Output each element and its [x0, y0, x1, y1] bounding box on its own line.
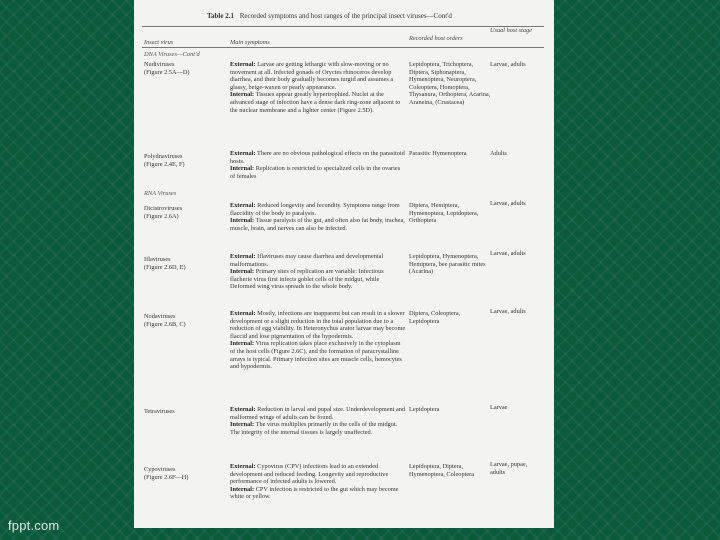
- internal-text: Primary sites of replication are variable: Infectious flacherie virus first infects goblet cells of the midgut, while Deformed wing virus spreads to the whole body.: [230, 268, 384, 291]
- virus-name: Dicistroviruses: [144, 205, 183, 212]
- table-caption: [207, 12, 452, 20]
- table-row-virus: [144, 205, 212, 220]
- external-text: There are no obvious pathological effects on the parasitoid hosts.: [230, 150, 405, 165]
- virus-name: Nudiviruses: [144, 61, 175, 68]
- virus-name: Iflaviruses: [144, 256, 171, 263]
- top-rule: [142, 26, 544, 27]
- figure-ref: (Figure 2.5A—D): [144, 68, 190, 76]
- external-label: External:: [230, 463, 256, 470]
- external-text: Reduced longevity and fecundity. Symptoms range from flaccidity of the body to paralysis.: [230, 202, 400, 217]
- internal-label: Internal:: [230, 217, 255, 225]
- host-stage: Larvae, adults: [490, 250, 526, 257]
- table-row-virus: [144, 313, 212, 328]
- external-text: Cypovirus (CPV) infections lead to an extended development and reduced feeding. Longevity and reproductive performance of infected adults is lowered.: [230, 463, 389, 486]
- host-stage: Larvae, adults: [490, 200, 526, 207]
- virus-name: Polydnaviruses: [144, 153, 183, 160]
- internal-text: Virus replication takes place exclusively in the cytoplasm of the host cells (Figure 2.6C), and the formation of paracrystalline arrays is typical. Primary infection sites are muscle cells, hemocytes and hypodermis.: [230, 340, 402, 371]
- external-text: Reduction in larval and pupal size. Underdevelopment and malformed wings of adults can be found.: [230, 406, 406, 421]
- figure-ref: (Figure 2.6D, E): [144, 263, 186, 271]
- host-orders: Lepidoptera: [409, 406, 440, 413]
- host-stage: Larvae, pupae, adults: [490, 461, 528, 476]
- section-rna-viruses: RNA Viruses: [144, 190, 177, 197]
- internal-text: Replication is restricted to specialized cells in the ovaries of females: [230, 165, 401, 180]
- host-stage: Adults: [490, 150, 507, 157]
- figure-ref: (Figure 2.6A): [144, 212, 179, 220]
- host-orders: Lepidoptera, Hymenoptera, Hemiptera, bee parasitic mites (Acarina): [409, 253, 486, 276]
- header-host-stage: Usual host stage: [490, 27, 532, 34]
- external-label: External:: [230, 406, 256, 413]
- table-row-symptoms: [230, 310, 406, 371]
- internal-label: Internal:: [230, 421, 255, 429]
- host-orders: Lepidoptera, Diptera, Hymenoptera, Coleoptera: [409, 463, 475, 478]
- header-rule: [142, 47, 544, 48]
- external-text: Larvae are getting lethargic with slow-moving or no movement at all. Infected gonads of Oryctes rhinoceros develop diarrhea, and their body gradually becomes turgid and assumes a glassy, beige-waxen or pearly appearance.: [230, 61, 394, 91]
- virus-name: Cypoviruses: [144, 466, 176, 473]
- internal-label: Internal:: [230, 340, 255, 348]
- table-row-symptoms: [230, 463, 406, 501]
- virus-name: Nodaviruses: [144, 313, 176, 320]
- internal-label: Internal:: [230, 91, 255, 99]
- external-text: Iflaviruses may cause diarrhea and developmental malformations.: [230, 253, 384, 268]
- table-number: Table 2.1: [207, 12, 234, 20]
- table-row-virus: [144, 61, 212, 76]
- internal-text: Tissue paralysis of the gut, and often also fat body, trachea, muscle, brain, and nerves can also be infected.: [230, 217, 405, 232]
- header-host-orders: Recorded host orders: [409, 35, 463, 42]
- host-orders: Diptera, Hemiptera, Hymenoptera, Lepidoptera, Orthoptera: [409, 202, 479, 225]
- table-row-virus: [144, 466, 212, 481]
- host-stage: Larvae, adults: [490, 308, 526, 315]
- external-label: External:: [230, 253, 256, 260]
- scanned-page: [134, 0, 554, 528]
- host-orders: Diptera, Coleoptera, Lepidoptera: [409, 310, 461, 325]
- table-caption-text: Recorded symptoms and host ranges of the principal insect viruses—Cont'd: [239, 12, 452, 20]
- host-orders: Lepidoptera, Trichoptera, Diptera, Siphonaptera, Hymenoptera, Neuroptera, Coleoptera, Homoptera, Thysanura, Orthoptera, Acarina, Araneina, (Crustacea): [409, 61, 491, 106]
- watermark-logo: fppt.com: [8, 518, 60, 533]
- internal-text: The virus multiplies primarily in the cells of the midgut. The integrity of the internal tissues is largely unaffected.: [230, 421, 398, 436]
- internal-text: CPV infection is restricted to the gut which may become white or yellow.: [230, 485, 399, 501]
- table-row-virus: [144, 408, 212, 416]
- table-row-virus: [144, 256, 212, 271]
- header-main-symptoms: Main symptoms: [230, 39, 270, 46]
- table-row-symptoms: [230, 150, 406, 180]
- host-stage: Larvae, adults: [490, 61, 526, 68]
- external-label: External:: [230, 61, 256, 68]
- virus-name: Tetraviruses: [144, 408, 175, 415]
- table-row-symptoms: [230, 406, 406, 436]
- internal-text: Tissues appear greatly hypertrophied. Nuclei at the advanced stage of infection have a dense dark ring-zone adjacent to the nuclear membrane and a lighter center (Figure 2.5D).: [230, 91, 401, 114]
- table-row-symptoms: [230, 202, 406, 232]
- figure-ref: (Figure 2.4E, F): [144, 160, 185, 168]
- external-label: External:: [230, 150, 256, 157]
- internal-label: Internal:: [230, 268, 255, 276]
- external-label: External:: [230, 310, 256, 317]
- section-dna-viruses: DNA Viruses—Cont'd: [144, 51, 200, 58]
- internal-label: Internal:: [230, 485, 255, 493]
- table-row-symptoms: [230, 61, 406, 114]
- figure-ref: (Figure 2.6F—H): [144, 473, 189, 481]
- table-row-symptoms: [230, 253, 406, 291]
- host-stage: Larvae: [490, 404, 508, 411]
- figure-ref: (Figure 2.6B, C): [144, 320, 186, 328]
- header-insect-virus: Insect virus: [144, 39, 174, 46]
- table-row-virus: [144, 153, 212, 168]
- host-orders: Parasitic Hymenoptera: [409, 150, 467, 157]
- external-text: Mostly, infections are inapparent but can result in a slower development or a slight reduction in the total population due to a reduction of egg viability. In Heteronychus arator larvae may become flaccid and lose pigmentation of the hypodermis.: [230, 310, 406, 340]
- internal-label: Internal:: [230, 165, 255, 173]
- external-label: External:: [230, 202, 256, 209]
